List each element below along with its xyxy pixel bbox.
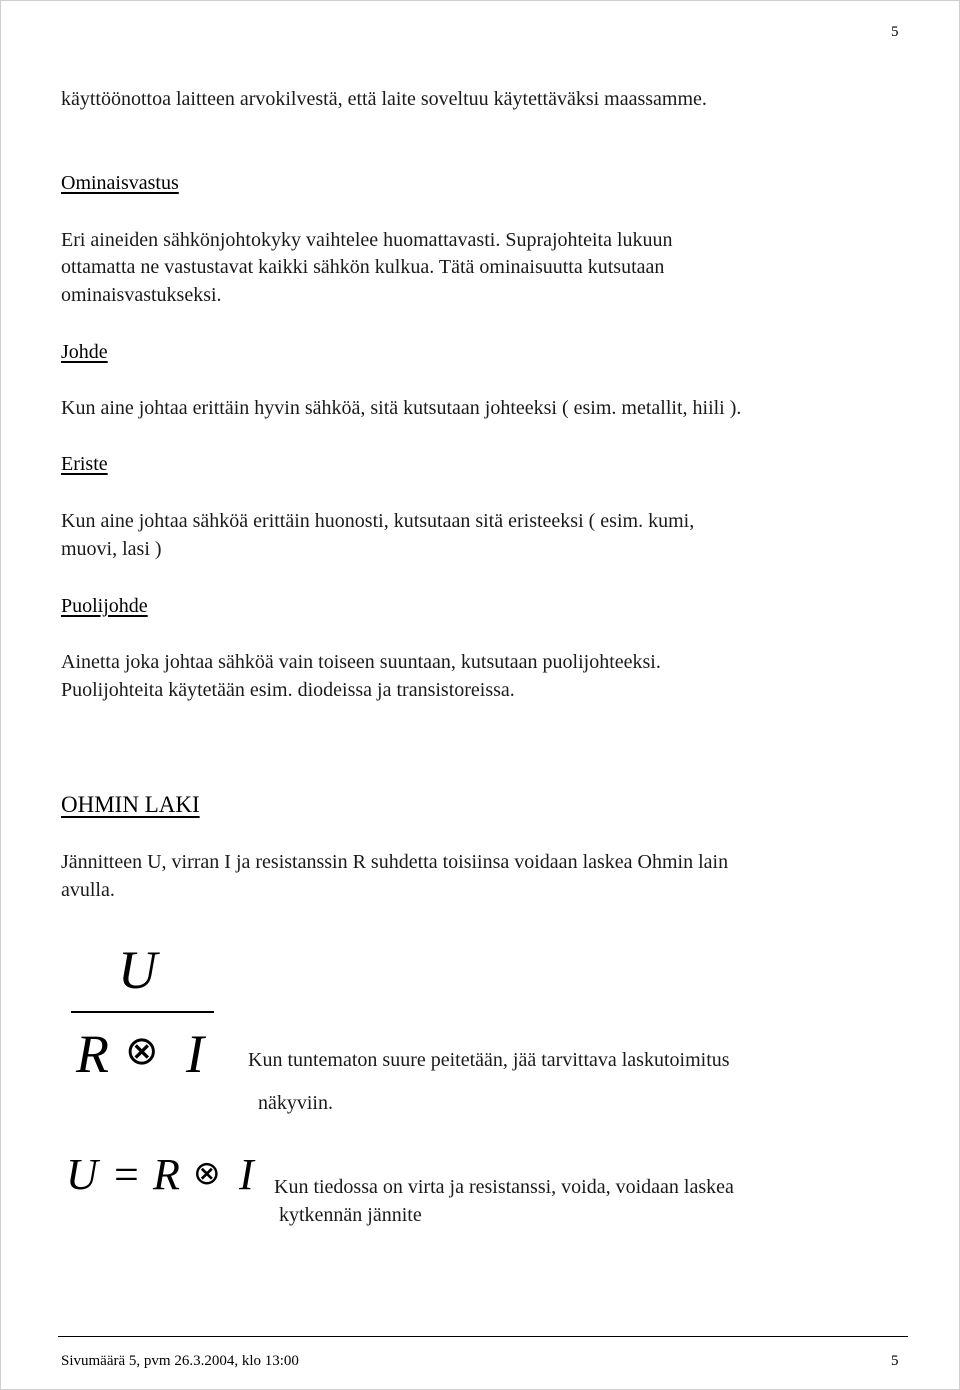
formula-1-note-line-1: Kun tuntematon suure peitetään, jää tarvittava laskutoimitus (248, 1049, 730, 1071)
formula-2-note-line-1: Kun tiedossa on virta ja resistanssi, voida, voidaan laskea (274, 1176, 734, 1198)
fraction-bar (71, 1011, 214, 1013)
formula-2-rhs-r: R (153, 1150, 180, 1199)
puolijohde-line-2: Puolijohteita käytetään esim. diodeissa ja transistoreissa. (61, 679, 515, 701)
otimes-icon: ⊗ (193, 1153, 221, 1192)
heading-ominaisvastus: Ominaisvastus (61, 172, 179, 194)
ohmin-laki-line-1: Jännitteen U, virran I ja resistanssin R suhdetta toisiinsa voidaan laskea Ohmin lain (61, 851, 729, 873)
heading-johde: Johde (61, 341, 108, 363)
formula-2-equals: = (114, 1150, 139, 1199)
footer-text: Sivumäärä 5, pvm 26.3.2004, klo 13:00 (61, 1353, 299, 1369)
formula-1-denominator-i: I (186, 1024, 204, 1084)
formula-2-lhs-u: U (66, 1150, 98, 1199)
formula-1-note-line-2: näkyviin. (258, 1092, 333, 1114)
ominaisvastus-line-1: Eri aineiden sähkönjohtokyky vaihtelee huomattavasti. Suprajohteita lukuun (61, 229, 673, 251)
formula-1-denominator-r: R (76, 1024, 109, 1084)
puolijohde-line-1: Ainetta joka johtaa sähköä vain toiseen suuntaan, kutsutaan puolijohteeksi. (61, 651, 661, 673)
heading-puolijohde: Puolijohde (61, 595, 148, 617)
heading-ohmin-laki: OHMIN LAKI (61, 792, 200, 817)
heading-eriste: Eriste (61, 453, 108, 475)
footer-page-number: 5 (891, 1353, 899, 1369)
formula-1-numerator: U (118, 940, 157, 1000)
formula-2-rhs-i: I (239, 1150, 254, 1199)
otimes-icon: ⊗ (125, 1028, 159, 1074)
ominaisvastus-line-2: ottamatta ne vastustavat kaikki sähkön kulkua. Tätä ominaisuutta kutsutaan (61, 256, 665, 278)
intro-paragraph: käyttöönottoa laitteen arvokilvestä, että laite soveltuu käytettäväksi maassamme. (61, 88, 707, 110)
eriste-line-1: Kun aine johtaa sähköä erittäin huonosti, kutsutaan sitä eristeeksi ( esim. kumi, (61, 510, 695, 532)
eriste-line-2: muovi, lasi ) (61, 538, 162, 560)
header-page-number: 5 (891, 24, 899, 40)
ohmin-laki-line-2: avulla. (61, 879, 115, 901)
formula-2-note-line-2: kytkennän jännite (279, 1204, 422, 1226)
ominaisvastus-line-3: ominaisvastukseksi. (61, 284, 222, 306)
footer-divider (58, 1336, 908, 1337)
johde-line-1: Kun aine johtaa erittäin hyvin sähköä, sitä kutsutaan johteeksi ( esim. metallit, hiili ). (61, 397, 742, 419)
